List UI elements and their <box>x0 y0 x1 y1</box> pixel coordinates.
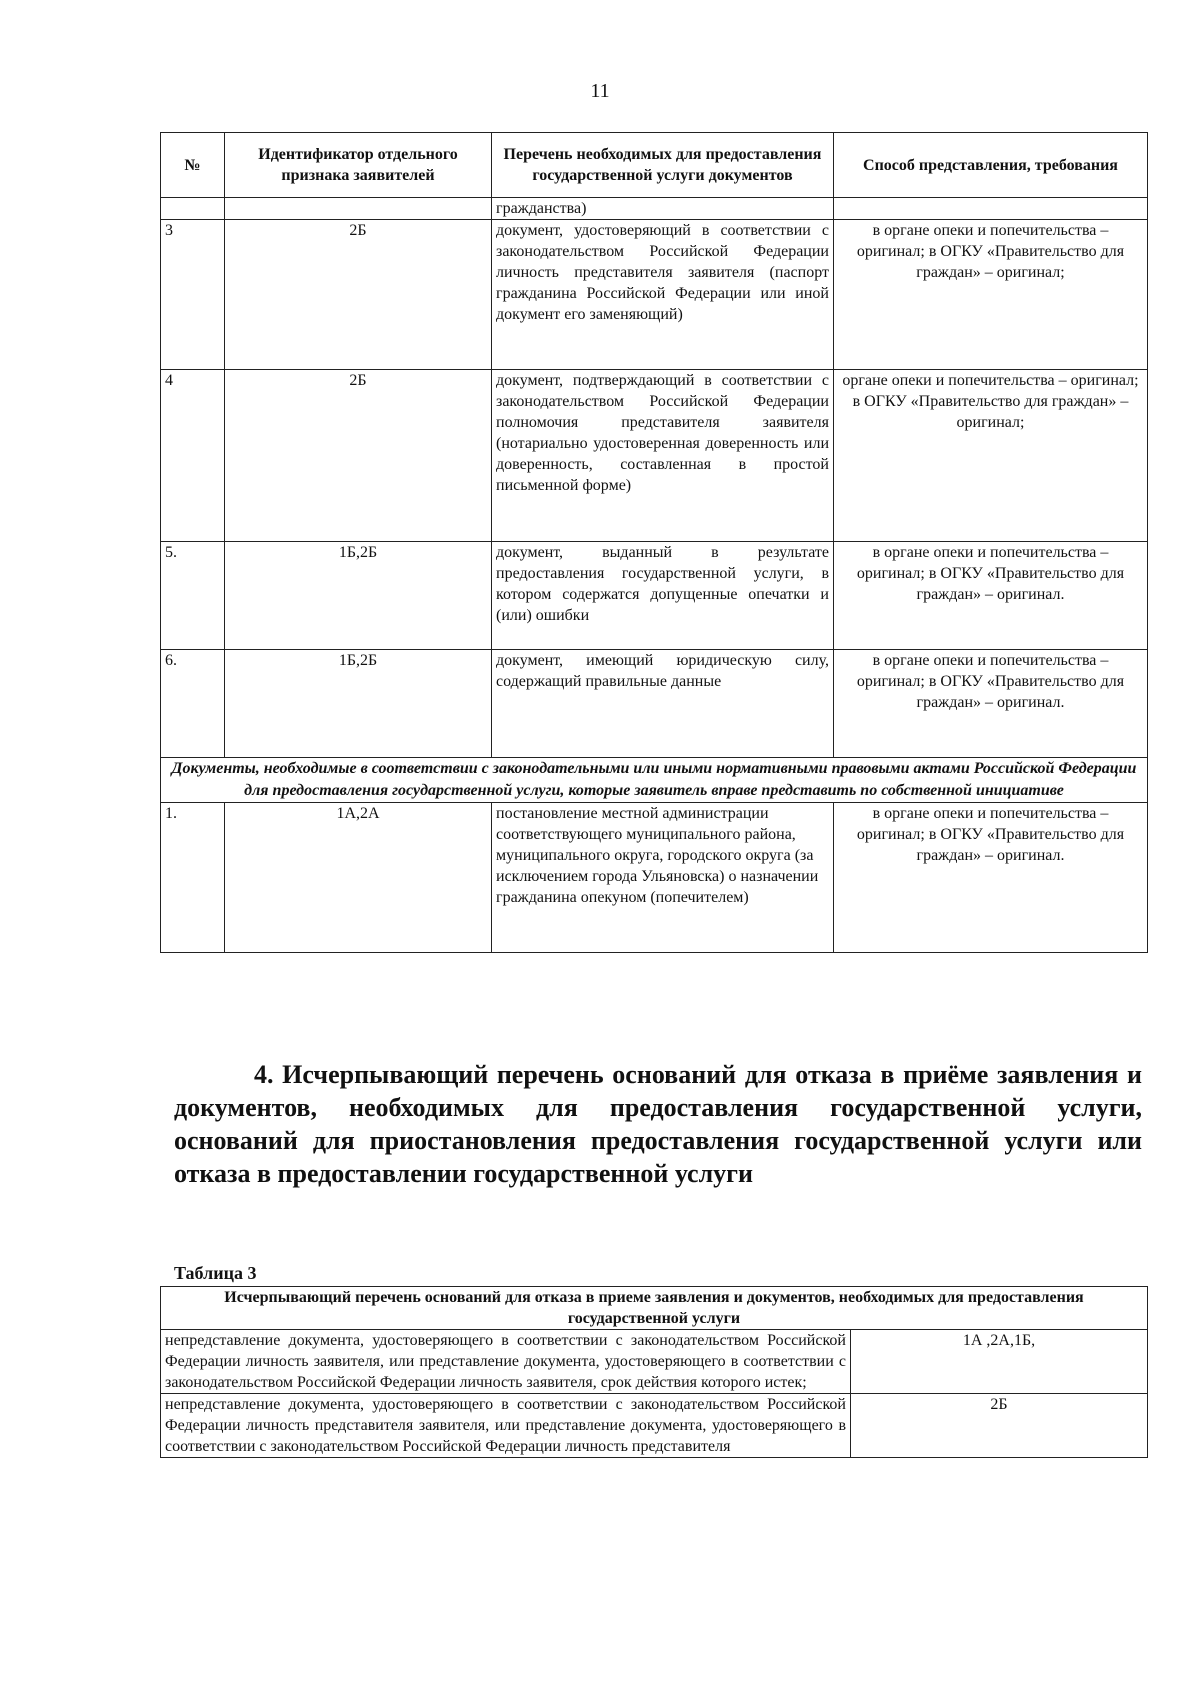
row-number: 5. <box>161 542 225 650</box>
table3-caption: Исчерпывающий перечень оснований для отказа в приеме заявления и документов, необходимых для предоставления государственной услуги <box>161 1287 1148 1330</box>
continuation-row <box>161 198 1148 220</box>
row-method: органе опеки и попечительства – оригинал; в ОГКУ «Правительство для граждан» – оригинал; <box>834 370 1148 542</box>
refusal-identifiers: 2Б <box>851 1394 1148 1458</box>
header-identifier: Идентификатор отдельного признака заявителей <box>225 133 492 198</box>
section-title: Документы, необходимые в соответствии с законодательными или иными нормативными правовыми актами Российской Федерации для предоставления государственной услуги, которые заявитель вправе представить по собственной инициативе <box>161 758 1148 803</box>
row-identifier: 1Б,2Б <box>225 650 492 758</box>
row-number: 1. <box>161 803 225 953</box>
row-identifier: 1Б,2Б <box>225 542 492 650</box>
refusal-grounds-table <box>160 1286 1148 1458</box>
header-documents: Перечень необходимых для предоставления государственной услуги документов <box>492 133 834 198</box>
table3-label: Таблица 3 <box>174 1263 257 1283</box>
table-row <box>161 803 1148 953</box>
row-method: в органе опеки и попечительства – оригинал; в ОГКУ «Правительство для граждан» – оригинал; <box>834 220 1148 370</box>
row-method: в органе опеки и попечительства – оригинал; в ОГКУ «Правительство для граждан» – оригинал. <box>834 803 1148 953</box>
documents-table <box>160 132 1148 953</box>
table-row <box>161 370 1148 542</box>
row-identifier: 1А,2А <box>225 803 492 953</box>
table-row <box>161 650 1148 758</box>
row-identifier: 2Б <box>225 220 492 370</box>
continuation-text: гражданства) <box>492 198 834 220</box>
row-identifier: 2Б <box>225 370 492 542</box>
table-row <box>161 220 1148 370</box>
row-document: документ, выданный в результате предоставления государственной услуги, в котором содержатся допущенные опечатки и (или) ошибки <box>492 542 834 650</box>
row-number: 3 <box>161 220 225 370</box>
row-method: в органе опеки и попечительства – оригинал; в ОГКУ «Правительство для граждан» – оригинал. <box>834 542 1148 650</box>
row-document: документ, подтверждающий в соответствии с законодательством Российской Федерации полномочия представителя заявителя (нотариально удостоверенная доверенность или доверенность, составленная в простой письменной форме) <box>492 370 834 542</box>
table-row <box>161 1330 1148 1394</box>
row-number: 6. <box>161 650 225 758</box>
page-number: 11 <box>590 80 610 102</box>
section-heading: 4. Исчерпывающий перечень оснований для отказа в приёме заявления и документов, необходимых для предоставления государственной услуги, оснований для приостановления предоставления государственной услуги или отказа в предоставлении государственной услуги <box>174 1060 1142 1188</box>
row-method: в органе опеки и попечительства – оригинал; в ОГКУ «Правительство для граждан» – оригинал. <box>834 650 1148 758</box>
table-row <box>161 1394 1148 1458</box>
row-document: документ, имеющий юридическую силу, содержащий правильные данные <box>492 650 834 758</box>
row-document: постановление местной администрации соответствующего муниципального района, муниципального округа, городского округа (за исключением города Ульяновска) о назначении гражданина опекуном (попечителем) <box>492 803 834 953</box>
refusal-reason: непредставление документа, удостоверяющего в соответствии с законодательством Российской Федерации личность заявителя, или представление документа, удостоверяющего в соответствии с законодательством Российской Федерации личность заявителя, срок действия которого истек; <box>161 1330 851 1394</box>
refusal-reason: непредставление документа, удостоверяющего в соответствии с законодательством Российской Федерации личность представителя заявителя, или представление документа, удостоверяющего в соответствии с законодательством Российской Федерации личность представителя <box>161 1394 851 1458</box>
section-title-row <box>161 758 1148 803</box>
refusal-identifiers: 1А ,2А,1Б, <box>851 1330 1148 1394</box>
table-header-row <box>161 133 1148 198</box>
row-document: документ, удостоверяющий в соответствии с законодательством Российской Федерации личность представителя заявителя (паспорт гражданина Российской Федерации или иной документ его заменяющий) <box>492 220 834 370</box>
table3-caption-row <box>161 1287 1148 1330</box>
header-method: Способ представления, требования <box>834 133 1148 198</box>
table-row <box>161 542 1148 650</box>
row-number: 4 <box>161 370 225 542</box>
header-number: № <box>161 133 225 198</box>
